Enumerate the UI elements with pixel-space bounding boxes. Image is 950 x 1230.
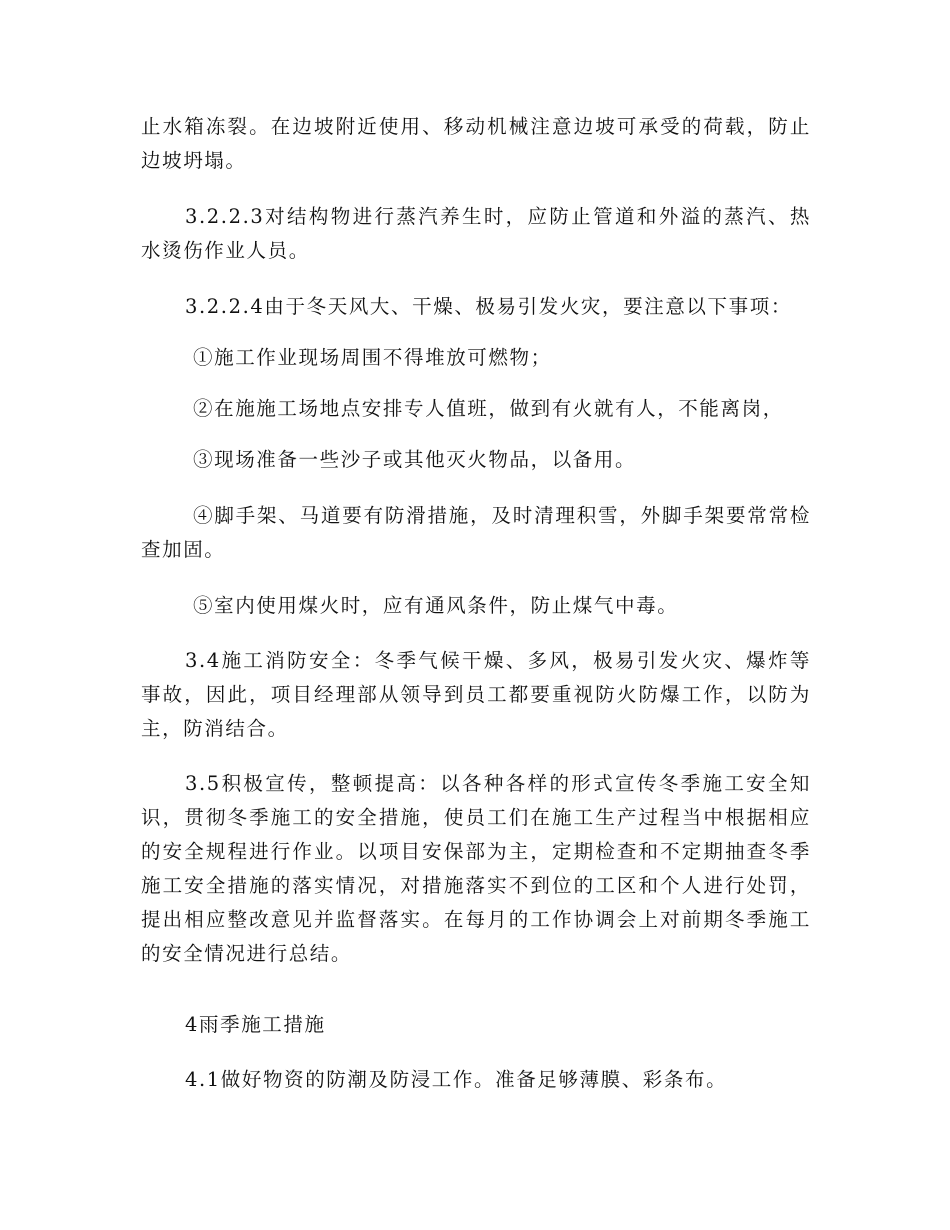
section-heading-4: 4雨季施工措施 [185,1013,326,1036]
list-item-3: ③现场准备一些沙子或其他灭火物品，以备用。 [193,448,637,471]
list-item-4: ④脚手架、马道要有防滑措施，及时清理积雪，外脚手架要常常检查加固。 [141,504,811,561]
paragraph-1: 止水箱冻裂。在边坡附近使用、移动机械注意边坡可承受的荷载，防止边坡坍塌。 [141,115,811,172]
paragraph-4-1: 4.1做好物资的防潮及防浸工作。准备足够薄膜、彩条布。 [185,1068,728,1091]
paragraph-3-2-2-4: 3.2.2.4由于冬天风大、干燥、极易引发火灾，要注意以下事项： [185,295,792,318]
paragraph-3-2-2-3: 3.2.2.3对结构物进行蒸汽养生时，应防止管道和外溢的蒸汽、热水烫伤作业人员。 [141,205,811,262]
list-item-1: ①施工作业现场周围不得堆放可燃物； [193,346,552,369]
list-item-5: ⑤室内使用煤火时，应有通风条件，防止煤气中毒。 [193,594,679,617]
paragraph-3-4: 3.4施工消防安全：冬季气候干燥、多风，极易引发火灾、爆炸等事故，因此，项目经理部从领导到员工都要重视防火防爆工作，以防为主，防消结合。 [141,649,811,740]
list-item-2: ②在施施工场地点安排专人值班，做到有火就有人，不能离岗， [193,397,784,420]
paragraph-3-5: 3.5积极宣传，整顿提高：以各种各样的形式宣传冬季施工安全知识，贯彻冬季施工的安全措施，使员工们在施工生产过程当中根据相应的安全规程进行作业。以项目安保部为主，定期检查和不定期抽查冬季施工安全措施的落实情况，对措施落实不到位的工区和个人进行处罚，提出相应整改意见并监督落实。在每月的工作协调会上对前期冬季施工的安全情况进行总结。 [141,772,811,965]
